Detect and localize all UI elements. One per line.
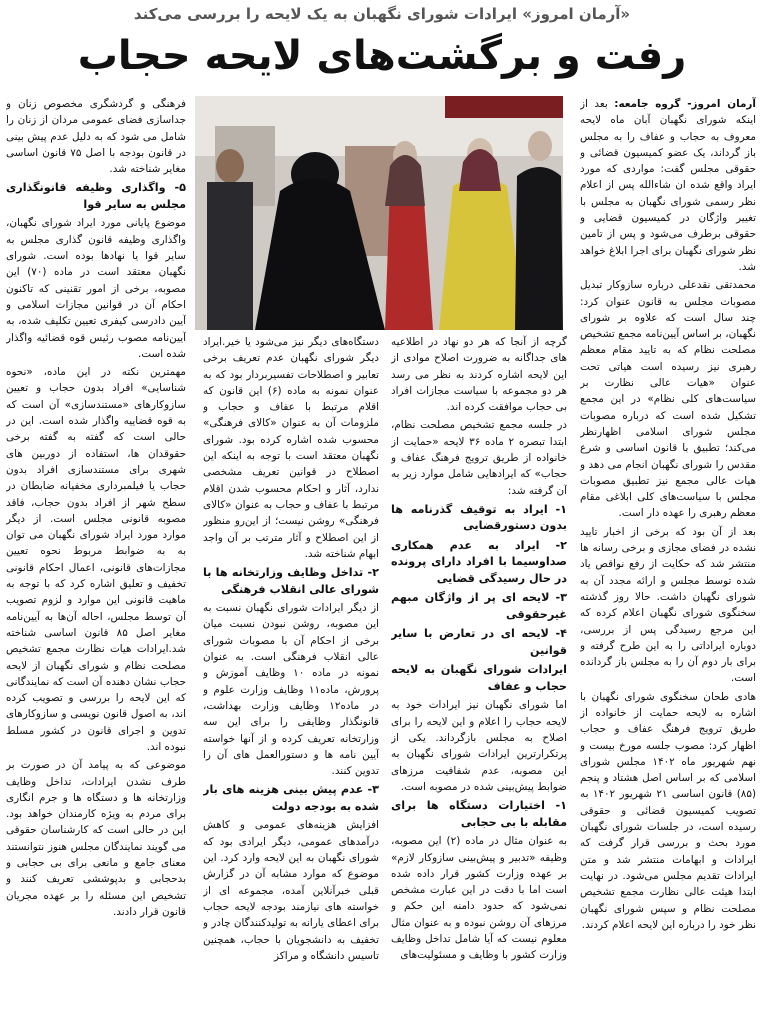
paragraph: بعد از آن بود که برخی از اخبار تایید نشده در فضای مجازی و برخی رسانه ها منتشر شد که حکایت از رفع نواقص یاد شده توسط مجلس و ارائه مجدد آن به شورای نگهبان داشت. حالا روز گذشته سخنگوی شورای نگهبان اعلام کرده که این مرجع رسیدگی پس از بررسی، دوباره ایراداتی را به این طرح گرفته و برای بار دوم آن را به مجلس باز گردانده است. xyxy=(580,525,756,685)
subheading: ایرادات شورای نگهبان به لایحه حجاب و عفاف xyxy=(391,663,567,693)
column-2 xyxy=(391,334,567,1024)
paragraph: از دیگر ایرادات شورای نگهبان نسبت به این مصوبه، روشن نبودن نسبت میان برخی از احکام آن با مصوبات شورای عالی انقلاب فرهنگی است. به عنوان نمونه در ماده ۱۰ وظایف آموزش و پرورش، ماده۱۱ وظایف وزارت علوم و در ماده۱۲ وظایف وزارت بهداشت، قانونگذار وظایفی را برای این سه وزارتخانه تعریف کرده و از آنها خواسته آیین نامه ها و دستورالعمل های آن را تدوین کنند. xyxy=(203,602,379,778)
subheading: ۲- تداخل وظایف وزارتخانه ها با شورای عالی انقلاب فرهنگی xyxy=(203,566,379,596)
paragraph: در جلسه مجمع تشخیص مصلحت نظام، ابتدا تبصره ۲ ماده ۳۶ لایحه «حمایت از خانواده از طریق ترویج فرهنگ عفاف و حجاب» که ایرادهایی شامل موارد زیر به آن گرفته شد: xyxy=(391,419,567,497)
paragraph-text: بعد از اینکه شورای نگهبان آبان ماه لایحه معروف به حجاب و عفاف را به مجلس باز گرداند، یک عضو کمیسیون قضائی و حقوقی مجلس گفت: مواردی که مورد ایراد واقع شده ان شاءالله پس از اعلام نظر رسمی شورای نگهبان به مجلس با تغییر واژگان در کمیسیون قضایی و حقوقی برطرف می‌شود و پس از تامین نظر شورای نگهبان برای اجرا ابلاغ خواهد شد. xyxy=(580,98,756,273)
paragraph: دستگاه‌های دیگر نیز می‌شود یا خیر.ایراد دیگر شورای نگهبان عدم تعریف برخی تعابیر و اصطلاحات تفسیربردار بود که به عنوان نمونه به ماده (۶) این قانون که اقلام مرتبط با عفاف و حجاب و ملزومات آن به عنوان «کالای فرهنگی» محسوب شده اشاره کرده بود. شورای نگهبان معتقد است با توجه به اینکه این اصطلاح در قوانین تعریف مشخصی ندارد، آثار و احکام محسوب شدن اقلام مرتبط با عفاف و حجاب به عنوان «کالای فرهنگی» روشن نیست؛ از این‌رو منظور از این اصطلاح و آثار مترتب بر آن واجد ابهام شناخته شد. xyxy=(203,336,379,560)
paragraph: فرهنگی و گردشگری مخصوص زنان و جداسازی فضای عمومی مردان از زنان را شامل می شود که به دلیل عدم پیش بینی در قانون بودجه با اصل ۷۵ قانون اساسی مغایر شناخته شد. xyxy=(6,98,186,176)
subheading: ۱- ایراد به توقیف گذرنامه ها بدون دستورقضایی xyxy=(391,502,567,533)
paragraph: موضوعی که به پیامد آن در صورت بر طرف نشدن ایرادات، تداخل وظایف وزارتخانه ها و دستگاه ها و جرم انگاری برای مردم به ویژه کارمندان خواهد بود. این در حالی است که کارشناسان حقوقی می گویند نمایندگان مجلس هنوز نتوانستند معنای جامع و مانعی برای بی حجابی و بدحجابی و بدپوششی تعریف کنند و تشخیص این مسئله را بر عهده مجریان قانون قرار دادند. xyxy=(6,759,186,918)
paragraph: به عنوان مثال در ماده (۲) این مصوبه، وظیفه «تدبیر و پیش‌بینی سازوکار لازم» بر عهده وزارت کشور قرار داده شده است اما با دقت در این عبارت مشخص نمی‌شود که حدود دامنه این حکم و مرزهای آن روشن نبوده و به عنوان مثال معلوم نیست که آیا شامل تداخل وظایف وزارت کشور با وظایف و مسئولیت‌های xyxy=(391,835,567,962)
subheading: ۳- لایحه ای پر از واژگان مبهم غیرحقوقی xyxy=(391,591,567,621)
surtitle: «آرمان امروز» ایرادات شورای نگهبان به یک لایحه را بررسی می‌کند xyxy=(133,5,631,23)
column-3 xyxy=(203,334,379,1024)
subheading: ۵- واگذاری وظیفه قانونگذاری مجلس به سایر قوا xyxy=(6,181,186,211)
paragraph: افزایش هزینه‌های عمومی و کاهش درآمدهای عمومی، دیگر ایرادی بود که شورای نگهبان به این لایحه وارد کرد. این موضوع که موارد مشابه آن در گزارش قبلی خبرآنلاین آمده، مجموعه ای از خواسته های نیازمند بودجه لایحه حجاب برای اعطای یارانه به تولیدکنندگان چادر و تخفیف به دانشجویان با حجاب، همچنین تاسیس دانشگاه و مراکز xyxy=(203,819,379,962)
paragraph: اما شورای نگهبان نیز ایرادات خود به لایحه حجاب را اعلام و این لایحه را برای اصلاح به مجلس بازگرداند. یکی از پرتکرارترین ایرادات شورای نگهبان به این مصوبه، عدم شفافیت مرزهای ضوابط پیش‌بینی شده در مصوبه است. xyxy=(391,699,567,793)
paragraph: مهمترین نکته در این ماده، «نحوه شناسایی» افراد بدون حجاب و تعیین سازوکارهای «مستندسازی» آن است که به قوه قضاییه واگذار شده است. این در حالی است که گفته به گفته برخی حقوقدان ها، استفاده از دوربین های شهری برای مستندسازی افراد بدون حجاب یا فیلمبرداری مخفیانه ضابطان در سطح شهر از افراد بدون حجاب، فاقد مصوبه قانونی مجلس است. از دیگر موارد مورد ایراد شورای نگهبان می توان به به ضوابط مربوط نحوه تعیین مجازات‌های قانونی، اعمال احکام قانونی تخفیف و تعلیق اشاره کرد که با توجه به ماهیت قانونی این موارد و لزوم تصویب آن توسط مجلس، احاله آن‌ها به آیین‌نامه مغایر اصل ۸۵ قانون اساسی شناخته شد.ایرادات هیات نظارت مجمع تشخیص مصلحت نظام و شورای نگهبان از لایحه حجاب نشان دهنده آن است که نمایندگانی که این لایحه را بررسی و تصویب کرده اند، به اصول قانون نویسی و سازوکارهای تدوین و اجرای قانون در کشور مسلط نبوده اند. xyxy=(6,366,186,753)
subheading: ۴- لایحه ای در تعارض با سایر قوانین xyxy=(391,627,567,657)
subheading: ۳- عدم پیش بینی هزینه های بار شده به بودجه دولت xyxy=(203,783,379,813)
paragraph: هادی طحان سخنگوی شورای نگهبان با اشاره به لایحه حمایت از خانواده از طریق ترویج فرهنگ عفاف و حجاب اظهار کرد: مصوب جلسه مورخ بیست و نهم شهریور ماه ۱۴۰۲ مجلس شورای اسلامی که بر اساس اصل هشتاد و پنجم (۸۵) قانون اساسی ۲۱ شهریور ۱۴۰۲ به تصویب کمیسیون قضائی و حقوقی رسیده است، در جلسات شورای نگهبان مورد بحث و بررسی قرار گرفت که ایرادات و ابهامات منتشر شد و متن ایرادات تقدیم مجلس می‌شود. در نهایت ابتدا هیئت عالی نظارت مجمع تشخیص مصلحت نظام و سپس شورای نگهبان نظر خود را درباره این لایحه اعلام کردند. xyxy=(580,690,756,931)
paragraph: موضوع پایانی مورد ایراد شورای نگهبان، واگذاری وظیفه قانون گذاری مجلس به سایر قوا یا نهادها بوده است. شورای نگهبان معتقد است در ماده (۷۰) این مصوبه، برخی از امور تقنینی که تاکنون احکام آن در قوانین مجازات اسلامی و آیین دادرسی کیفری تعیین تکلیف شده، به آیین‌نامه مصوب رئیس قوه قضائیه واگذار شده است. xyxy=(6,217,186,360)
column-1 xyxy=(580,96,756,1020)
headline: رفت و برگشت‌های لایحه حجاب xyxy=(77,33,687,79)
column-4 xyxy=(6,96,186,1020)
subheading: ۲- ایراد به عدم همکاری صداوسیما با افراد دارای پرونده در حال رسیدگی قضایی xyxy=(391,538,567,585)
paragraph: محمدتقی نقدعلی درباره سازوکار تبدیل مصوبات مجلس به قانون عنوان کرد: چند سال است که علاوه بر شورای نگهبان، بر اساس آیین‌نامه مجمع تشخیص مصلحت نظام که به تایید مقام معظم رهبری نیز رسیده است هیاتی تحت عنوان «هیات عالی نظارت بر سیاست‌های کلی نظام» در این مجمع تشکیل شده است که درباره مصوبات مجلس شورای اسلامی اظهارنظر می‌کند؛ تطبیق با قانون اساسی و شرع مقدس را شورای نگهبان انجام می دهد و هیات عالی مجمع نیز تطبیق مصوبات مجلس با سیاست‌های کلی ابلاغی مقام معظم رهبری را عهده دار است. xyxy=(580,279,756,520)
subheading: ۱- اختیارات دستگاه ها برای مقابله با بی حجابی xyxy=(391,799,567,829)
paragraph xyxy=(580,96,756,275)
paragraph: گرچه از آنجا که هر دو نهاد در اطلاعیه های جداگانه به ضرورت اصلاح موادی از این لایحه اشاره کردند به نظر می رسد هر دو مجموعه با سیاست مجازات افراد بی حجاب موافقت کرده اند. xyxy=(391,336,567,414)
photo-women-mannequins-icon xyxy=(195,96,563,330)
article-lead: آرمان امروز- گروه جامعه: xyxy=(614,98,756,110)
